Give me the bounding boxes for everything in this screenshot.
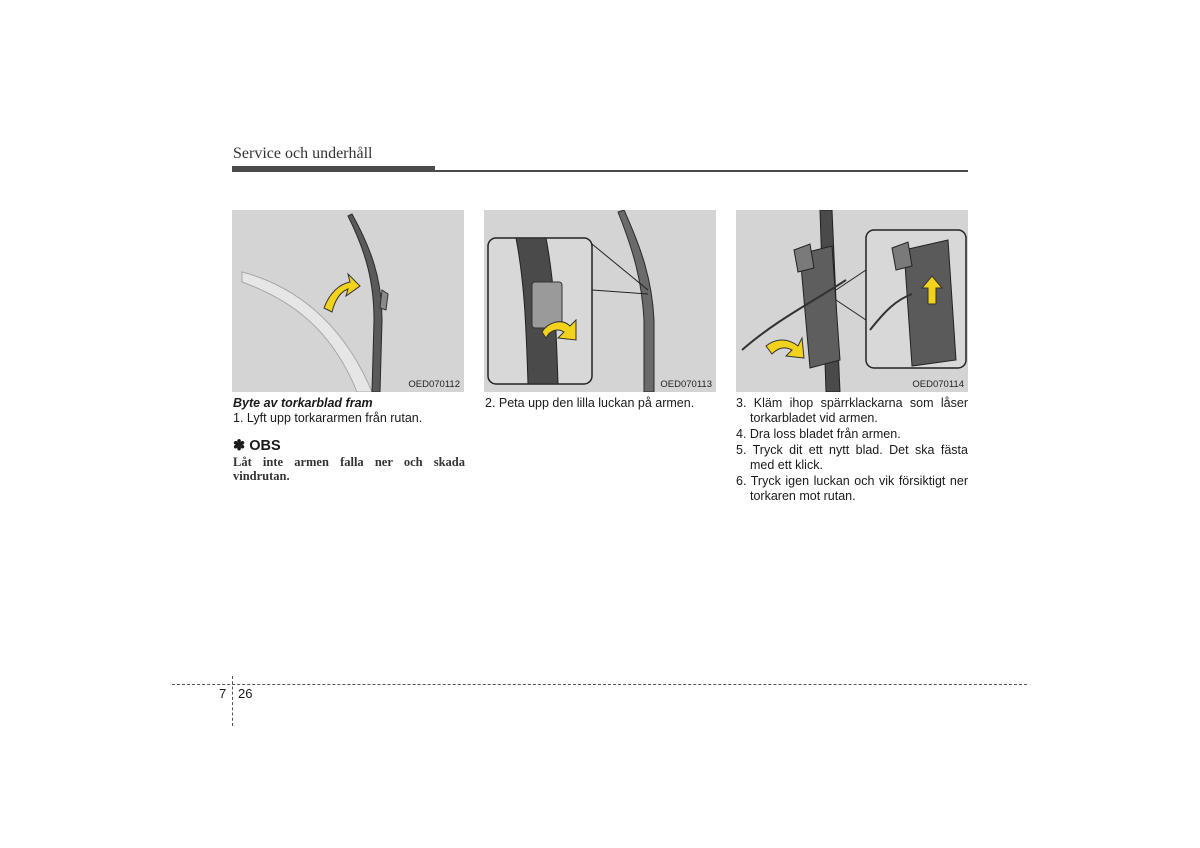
obs-heading xyxy=(233,438,465,455)
column-2 xyxy=(485,396,717,411)
step-5: 5. Tryck dit ett nytt blad. Det ska fästa med ett klick. xyxy=(736,443,968,472)
figure-code: OED070113 xyxy=(660,379,712,390)
header-rule-thick xyxy=(232,166,435,172)
column-3 xyxy=(736,396,968,505)
obs-text: Låt inte armen falla ner och skada vindrutan. xyxy=(233,455,465,483)
header-rule-thin xyxy=(435,170,968,172)
figure-lift-wiper-arm xyxy=(232,210,464,392)
column-1 xyxy=(233,396,465,483)
asterisk-icon: ✽ xyxy=(233,438,246,454)
section-caption: Byte av torkarblad fram xyxy=(233,396,373,410)
step-2: 2. Peta upp den lilla luckan på armen. xyxy=(485,396,695,410)
step-6: 6. Tryck igen luckan och vik försiktigt ner torkaren mot rutan. xyxy=(736,474,968,503)
wiper-arm-lifted-illustration xyxy=(232,210,464,392)
figure-code: OED070112 xyxy=(408,379,460,390)
page-number: 26 xyxy=(238,686,253,701)
footer-rule xyxy=(172,684,1027,685)
step-3: 3. Kläm ihop spärrklackarna som låser torkarbladet vid armen. xyxy=(736,396,968,425)
obs-heading-label: OBS xyxy=(249,438,281,454)
arm-cover-illustration xyxy=(484,210,716,392)
footer-divider xyxy=(232,676,233,726)
blade-removal-illustration xyxy=(736,210,968,392)
page-header-title: Service och underhåll xyxy=(233,145,373,162)
step-4: 4. Dra loss bladet från armen. xyxy=(736,427,901,441)
figure-open-arm-cover xyxy=(484,210,716,392)
figure-remove-blade xyxy=(736,210,968,392)
step-1: 1. Lyft upp torkararmen från rutan. xyxy=(233,411,423,425)
figure-code: OED070114 xyxy=(912,379,964,390)
chapter-number: 7 xyxy=(219,686,227,701)
